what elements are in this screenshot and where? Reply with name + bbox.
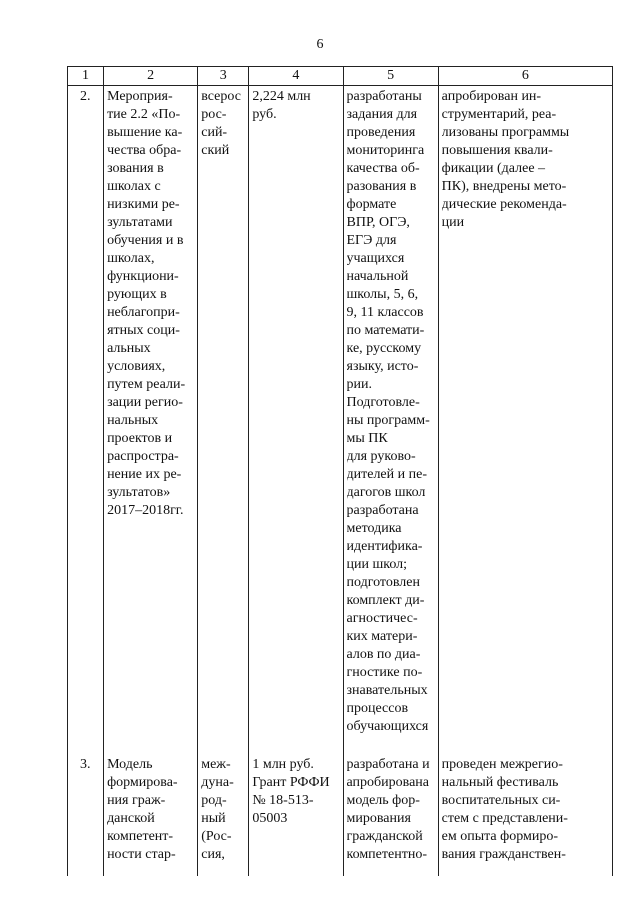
text-line: методика xyxy=(346,521,402,536)
text-line: процессов xyxy=(346,701,409,716)
text-line: зультатами xyxy=(107,215,173,230)
text-line: качества об- xyxy=(346,161,420,176)
text-line: разработана xyxy=(346,503,419,518)
text-line: стем с представлени- xyxy=(441,811,568,826)
row-number-cell: 2. xyxy=(68,86,104,745)
text-line: ких матери- xyxy=(346,629,418,644)
text-line: альных xyxy=(107,341,151,356)
text-line: обучающихся xyxy=(346,719,429,734)
text-line: проведен межрегио- xyxy=(441,757,563,772)
header-col-2: 2 xyxy=(104,67,198,86)
text-line: зования в xyxy=(107,161,164,176)
text-line: 1 млн руб. xyxy=(252,757,314,772)
text-line: подготовлен xyxy=(346,575,420,590)
text-line: языку, исто- xyxy=(346,359,419,374)
text-line: ный xyxy=(201,811,226,826)
text-line: № 18-513- xyxy=(252,793,314,808)
text-line: мы ПК xyxy=(346,431,388,446)
text-line: Модель xyxy=(107,757,153,772)
text-line: апробирована xyxy=(346,775,429,790)
text-line: всерос xyxy=(201,89,241,104)
results-cell xyxy=(343,86,438,745)
event-name-cell xyxy=(104,86,198,745)
header-col-1: 1 xyxy=(68,67,104,86)
text-line: струментарий, реа- xyxy=(441,107,557,122)
text-line: школах с xyxy=(107,179,161,194)
header-col-3: 3 xyxy=(198,67,249,86)
text-line: фикации (далее – xyxy=(441,161,546,176)
text-line: ятных соци- xyxy=(107,323,180,338)
text-line: низкими ре- xyxy=(107,197,180,212)
text-line: дуна- xyxy=(201,775,234,790)
text-line: (Рос- xyxy=(201,829,232,844)
text-line: 05003 xyxy=(252,811,288,826)
event-name-cell xyxy=(104,744,198,876)
text-line: разработана и xyxy=(346,757,430,772)
text-line: проектов и xyxy=(107,431,173,446)
text-line: рующих в xyxy=(107,287,167,302)
text-line: неблагопри- xyxy=(107,305,180,320)
text-line: школах, xyxy=(107,251,155,266)
text-line: данской xyxy=(107,811,155,826)
text-line: рии. xyxy=(346,377,372,392)
text-line: ции xyxy=(441,215,465,230)
text-line: сий- xyxy=(201,125,228,140)
text-line: функциони- xyxy=(107,269,179,284)
header-col-5: 5 xyxy=(343,67,438,86)
text-line: ПК), внедрены мето- xyxy=(441,179,567,194)
outcome-cell xyxy=(438,744,612,876)
text-line: вания гражданствен- xyxy=(441,847,566,862)
text-line: ции школ; xyxy=(346,557,408,572)
text-line: зультатов» xyxy=(107,485,171,500)
text-line: лизованы программы xyxy=(441,125,570,140)
text-line: дителей и пе- xyxy=(346,467,427,482)
text-line: обучения и в xyxy=(107,233,184,248)
results-cell xyxy=(343,744,438,876)
text-line: идентифика- xyxy=(346,539,423,554)
text-line: дагогов школ xyxy=(346,485,426,500)
text-line: путем реали- xyxy=(107,377,186,392)
text-line: рос- xyxy=(201,107,227,122)
text-line: 2017–2018гг. xyxy=(107,503,184,518)
text-line: мирования xyxy=(346,811,411,826)
text-line: 2,224 млн xyxy=(252,89,311,104)
page-number: 6 xyxy=(316,37,324,52)
text-line: разования в xyxy=(346,179,417,194)
text-line: алов по диа- xyxy=(346,647,421,662)
text-line: модель фор- xyxy=(346,793,420,808)
text-line: компетент- xyxy=(107,829,174,844)
header-col-6: 6 xyxy=(438,67,612,86)
text-line: сия, xyxy=(201,847,225,862)
text-line: школы, 5, 6, xyxy=(346,287,419,302)
text-line: Грант РФФИ xyxy=(252,775,330,790)
text-line: формате xyxy=(346,197,397,212)
text-line: учащихся xyxy=(346,251,405,266)
text-line: вышение ка- xyxy=(107,125,183,140)
text-line: по математи- xyxy=(346,323,425,338)
text-line: ния граж- xyxy=(107,793,166,808)
text-line: зации регио- xyxy=(107,395,183,410)
text-line: меж- xyxy=(201,757,231,772)
text-line: ский xyxy=(201,143,230,158)
text-line: нение их ре- xyxy=(107,467,182,482)
header-col-4: 4 xyxy=(249,67,343,86)
text-line: руб. xyxy=(252,107,277,122)
text-line: гностике по- xyxy=(346,665,423,680)
text-line: нальный фестиваль xyxy=(441,775,559,790)
text-line: апробирован ин- xyxy=(441,89,542,104)
text-line: условиях, xyxy=(107,359,166,374)
text-line: воспитательных си- xyxy=(441,793,561,808)
text-line: распростра- xyxy=(107,449,179,464)
text-line: для руково- xyxy=(346,449,416,464)
text-line: ем опыта формиро- xyxy=(441,829,559,844)
level-cell xyxy=(198,86,249,745)
funding-cell xyxy=(249,744,343,876)
text-line: чества обра- xyxy=(107,143,182,158)
text-line: 9, 11 классов xyxy=(346,305,424,320)
text-line: начальной xyxy=(346,269,409,284)
text-line: ЕГЭ для xyxy=(346,233,397,248)
table-header-row xyxy=(68,67,613,86)
text-line: гражданской xyxy=(346,829,423,844)
text-line: разработаны xyxy=(346,89,422,104)
funding-cell xyxy=(249,86,343,745)
text-line: Мероприя- xyxy=(107,89,173,104)
row-number-cell: 3. xyxy=(68,744,104,876)
outcome-cell xyxy=(438,86,612,745)
text-line: ны программ- xyxy=(346,413,430,428)
text-line: дические рекоменда- xyxy=(441,197,567,212)
text-line: ке, русскому xyxy=(346,341,422,356)
text-line: повышения квали- xyxy=(441,143,553,158)
table-row xyxy=(68,86,613,745)
text-line: формирова- xyxy=(107,775,178,790)
text-line: знавательных xyxy=(346,683,428,698)
text-line: комплект ди- xyxy=(346,593,425,608)
text-line: тие 2.2 «По- xyxy=(107,107,181,122)
text-line: проведения xyxy=(346,125,416,140)
text-line: задания для xyxy=(346,107,418,122)
text-line: ВПР, ОГЭ, xyxy=(346,215,410,230)
document-table xyxy=(67,66,613,876)
text-line: род- xyxy=(201,793,227,808)
table-row xyxy=(68,744,613,876)
text-line: мониторинга xyxy=(346,143,425,158)
text-line: Подготовле- xyxy=(346,395,420,410)
text-line: агностичес- xyxy=(346,611,418,626)
text-line: компетентно- xyxy=(346,847,427,862)
level-cell xyxy=(198,744,249,876)
text-line: нальных xyxy=(107,413,159,428)
text-line: ности стар- xyxy=(107,847,176,862)
